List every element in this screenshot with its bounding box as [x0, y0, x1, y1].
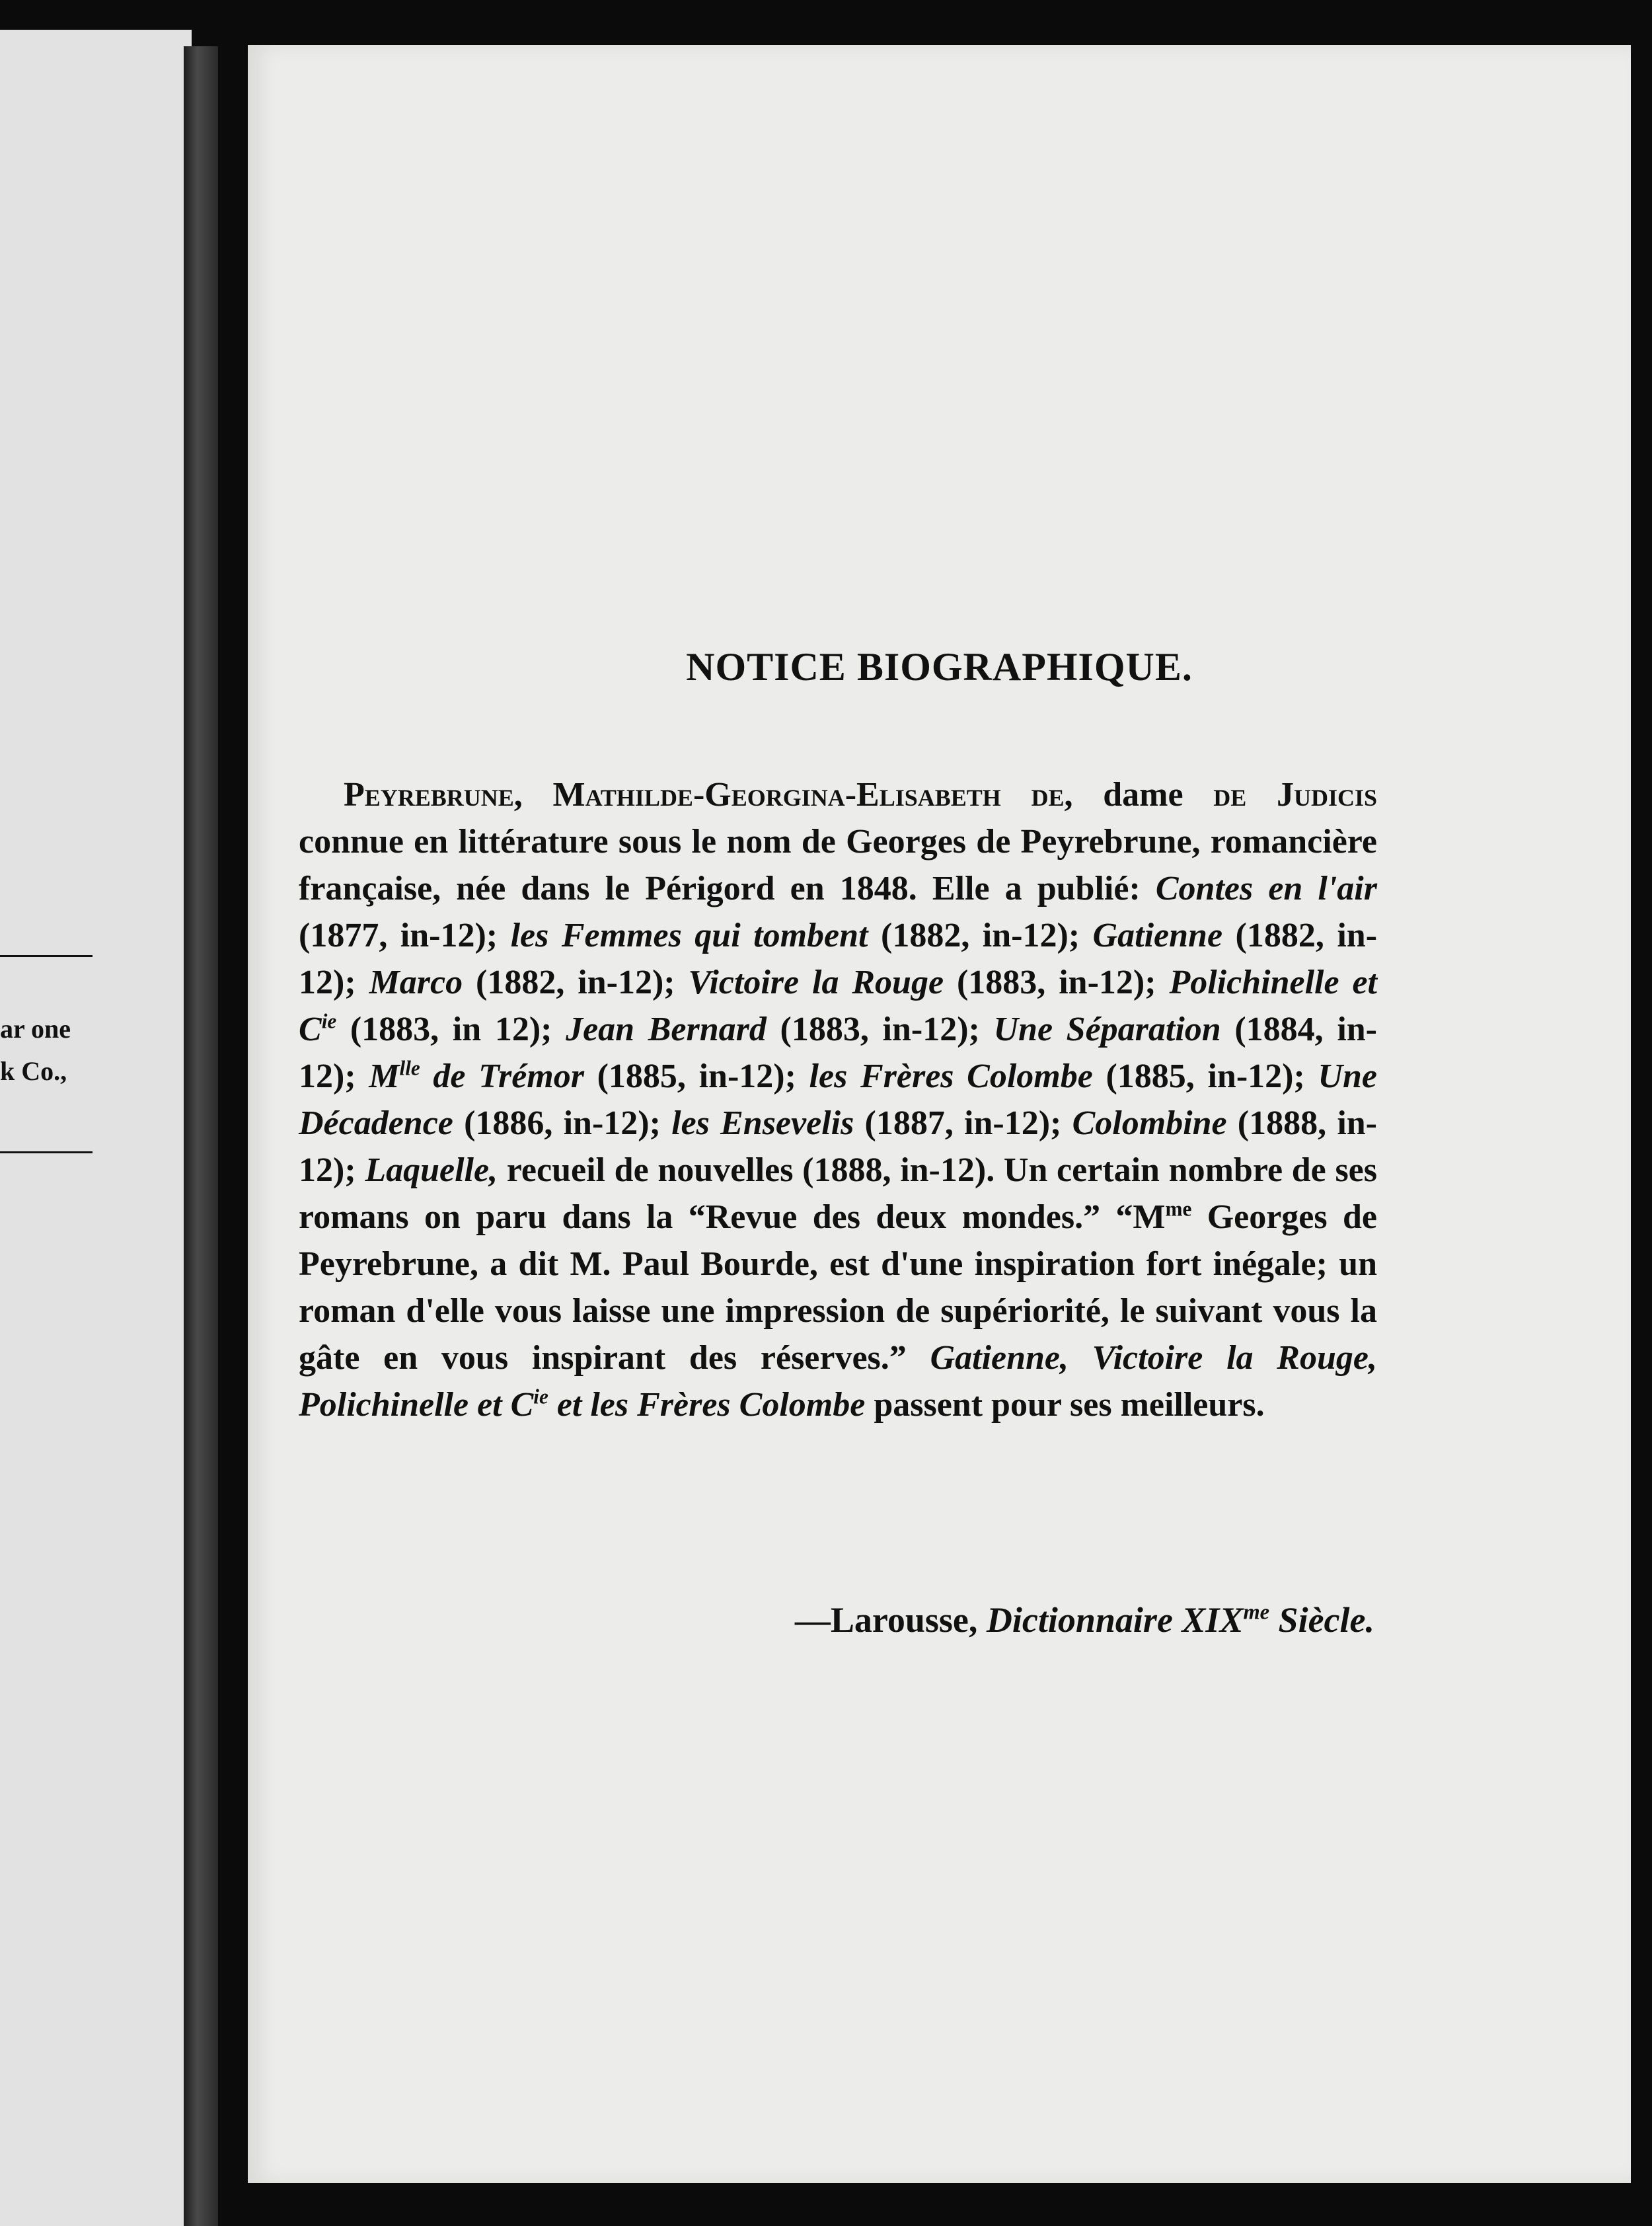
work-title: Contes en l'air: [1155, 870, 1377, 907]
work-title: Marco: [369, 964, 463, 1001]
work-title: Laquelle,: [365, 1151, 498, 1189]
married-name: Judicis: [1276, 776, 1378, 814]
quotation: Georges de Peyrebrune, a dit M. Paul Bourde, est d'une inspiration fort inégale; un roman d'elle vous laisse une impression de supériorité, le suivant vous la gâte en vous inspirant des réserves.”: [299, 1198, 1377, 1377]
source-attribution: —Larousse, Dictionnaire $XIX^{me}$ Siècle.: [794, 1600, 1374, 1640]
left-page-edge: [0, 30, 192, 2226]
work-title: Jean Bernard: [566, 1011, 767, 1048]
left-page-text-line-1: ar one: [0, 1014, 71, 1044]
work-title: les Femmes qui tombent: [510, 917, 868, 954]
subject-name: Peyrebrune, Mathilde-Georgina-Elisabeth de,: [344, 776, 1073, 814]
left-page-rule-bottom: [0, 1151, 93, 1153]
work-title: les Frères Colombe: [809, 1057, 1093, 1095]
notice-heading: NOTICE BIOGRAPHIQUE.: [686, 645, 1193, 689]
work-title: les Ensevelis: [671, 1104, 854, 1142]
work-title: Gatienne: [1092, 917, 1223, 954]
work-title: Gatienne, Victoire la Rouge, Polichinelle et $C^{ie}$ et les Frères Colombe: [299, 1339, 1377, 1424]
work-title: Une Décadence: [299, 1057, 1377, 1142]
book-spine: [184, 46, 218, 2226]
work-title: Une Séparation: [993, 1011, 1221, 1048]
left-page-rule-top: [0, 955, 93, 957]
notice-body: Peyrebrune, Mathilde-Georgina-Elisabeth de, dame de Judicis connue en littérature sous le nom de Georges de Peyrebrune, romancière française, née dans le Périgord en 1848. Elle a publié: Contes en l'air (1877, in-12); les Femmes qui tombent (1882, in-12); Gatienne (1882, in-12); Marco (1882, in-12); Victoire la Rouge (1883, in-12); Polichinelle et $C^{ie}$ (1883, in 12); Jean Bernard (1883, in-12); Une Séparation (1884, in-12); $M^{lle}$ de Trémor (1885, in-12); les Frères Colombe (1885, in-12); Une Décadence (1886, in-12); les Ensevelis (1887, in-12); Colombine (1888, in-12); Laquelle, recueil de nouvelles (1888, in-12). Un certain nombre de ses romans on paru dans la “Revue des deux mondes.” “$M^{me}$ Georges de Peyrebrune, a dit M. Paul Bourde, est d'une inspiration fort inégale; un roman d'elle vous laisse une impression de supériorité, le suivant vous la gâte en vous inspirant des réserves.” Gatienne, Victoire la Rouge, Polichinelle et $C^{ie}$ et les Frères Colombe passent pour ses meilleurs.: [299, 776, 1378, 1424]
work-title: Victoire la Rouge: [688, 964, 944, 1001]
work-title: Colombine: [1072, 1104, 1227, 1142]
work-title: Polichinelle et $C^{ie}$: [299, 964, 1377, 1048]
left-page-text-line-2: k Co.,: [0, 1056, 67, 1086]
work-title: $M^{lle}$ de Trémor: [369, 1056, 584, 1095]
